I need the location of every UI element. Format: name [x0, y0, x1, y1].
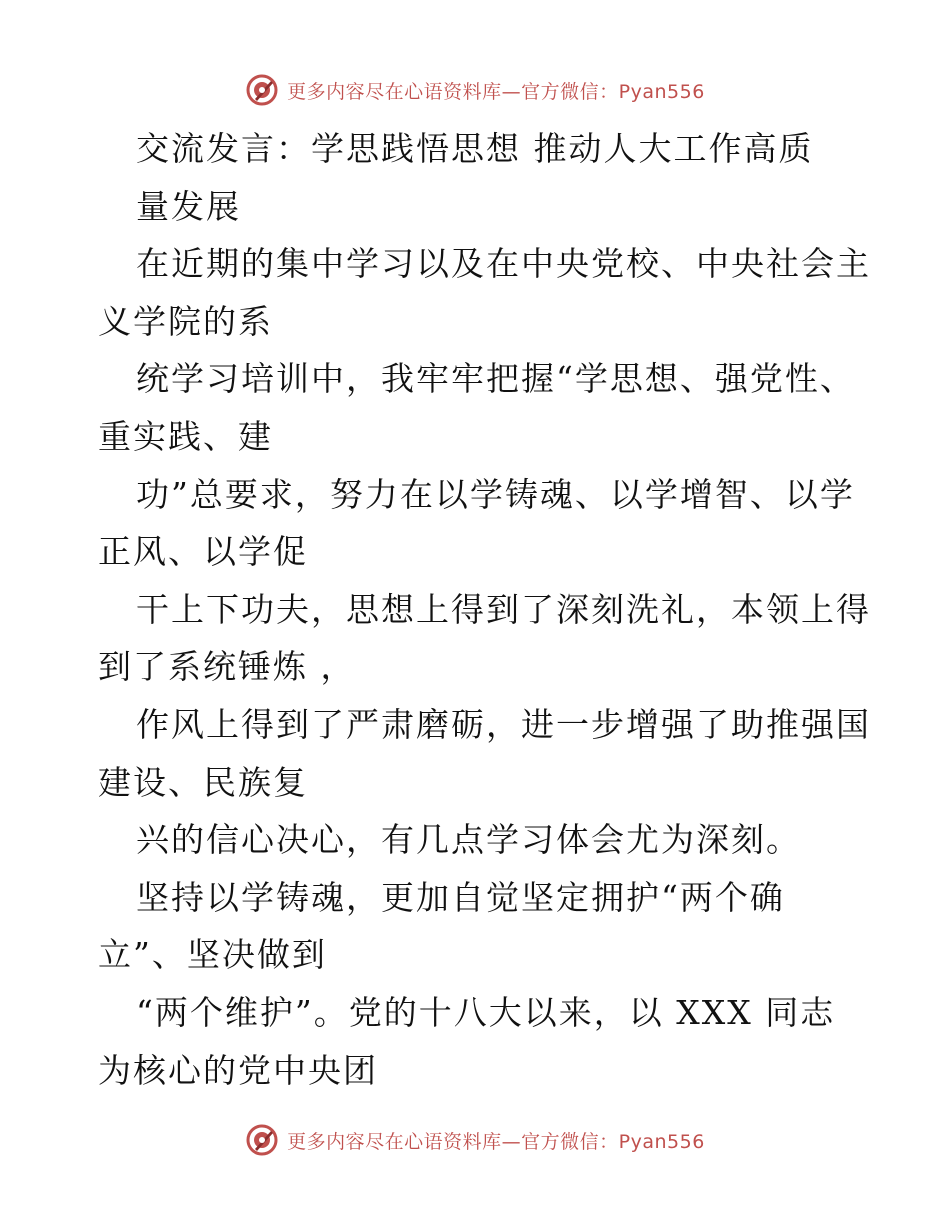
- paragraph-line: 到了系统锤炼 ，: [98, 647, 356, 687]
- paragraph-line: 作风上得到了严肃磨砺，进一步增强了助推强国: [136, 704, 871, 744]
- paragraph-line: 正风、以学促: [98, 532, 308, 572]
- paragraph-line: 兴的信心决心，有几点学习体会尤为深刻。: [136, 820, 801, 860]
- paragraph-line: 干上下功夫，思想上得到了深刻洗礼，本领上得: [136, 589, 871, 629]
- paragraph-line: 为核心的党中央团: [98, 1050, 378, 1090]
- paragraph-line: 重实践、建: [98, 416, 273, 456]
- paragraph-line: 统学习培训中，我牢牢把握“学思想、强党性、: [136, 359, 855, 399]
- title-line-2: 量发展: [136, 186, 241, 226]
- title-line-1: 交流发言：学思践悟思想 推动人大工作高质: [136, 129, 814, 168]
- footer-banner-text: 更多内容尽在心语资料库—官方微信：Pyan556: [287, 1130, 705, 1153]
- paragraph-line: 功”总要求，努力在以学铸魂、以学增智、以学: [136, 474, 855, 514]
- footer-banner: [0, 1120, 950, 1160]
- document-body: [98, 120, 871, 1099]
- quill-seal-icon: [245, 1123, 279, 1157]
- paragraph-line: 在近期的集中学习以及在中央党校、中央社会主: [136, 244, 871, 284]
- paragraph-line: 义学院的系: [98, 301, 273, 341]
- header-banner: [0, 70, 950, 110]
- paragraph-line: “两个维护”。党的十八大以来，以 XXX 同志: [136, 992, 836, 1032]
- paragraph-line: 立”、坚决做到: [98, 935, 327, 975]
- paragraph-line: 建设、民族复: [98, 762, 308, 802]
- paragraph-line: 坚持以学铸魂，更加自觉坚定拥护“两个确: [136, 877, 785, 917]
- header-banner-text: 更多内容尽在心语资料库—官方微信：Pyan556: [287, 80, 705, 103]
- quill-seal-icon: [245, 73, 279, 107]
